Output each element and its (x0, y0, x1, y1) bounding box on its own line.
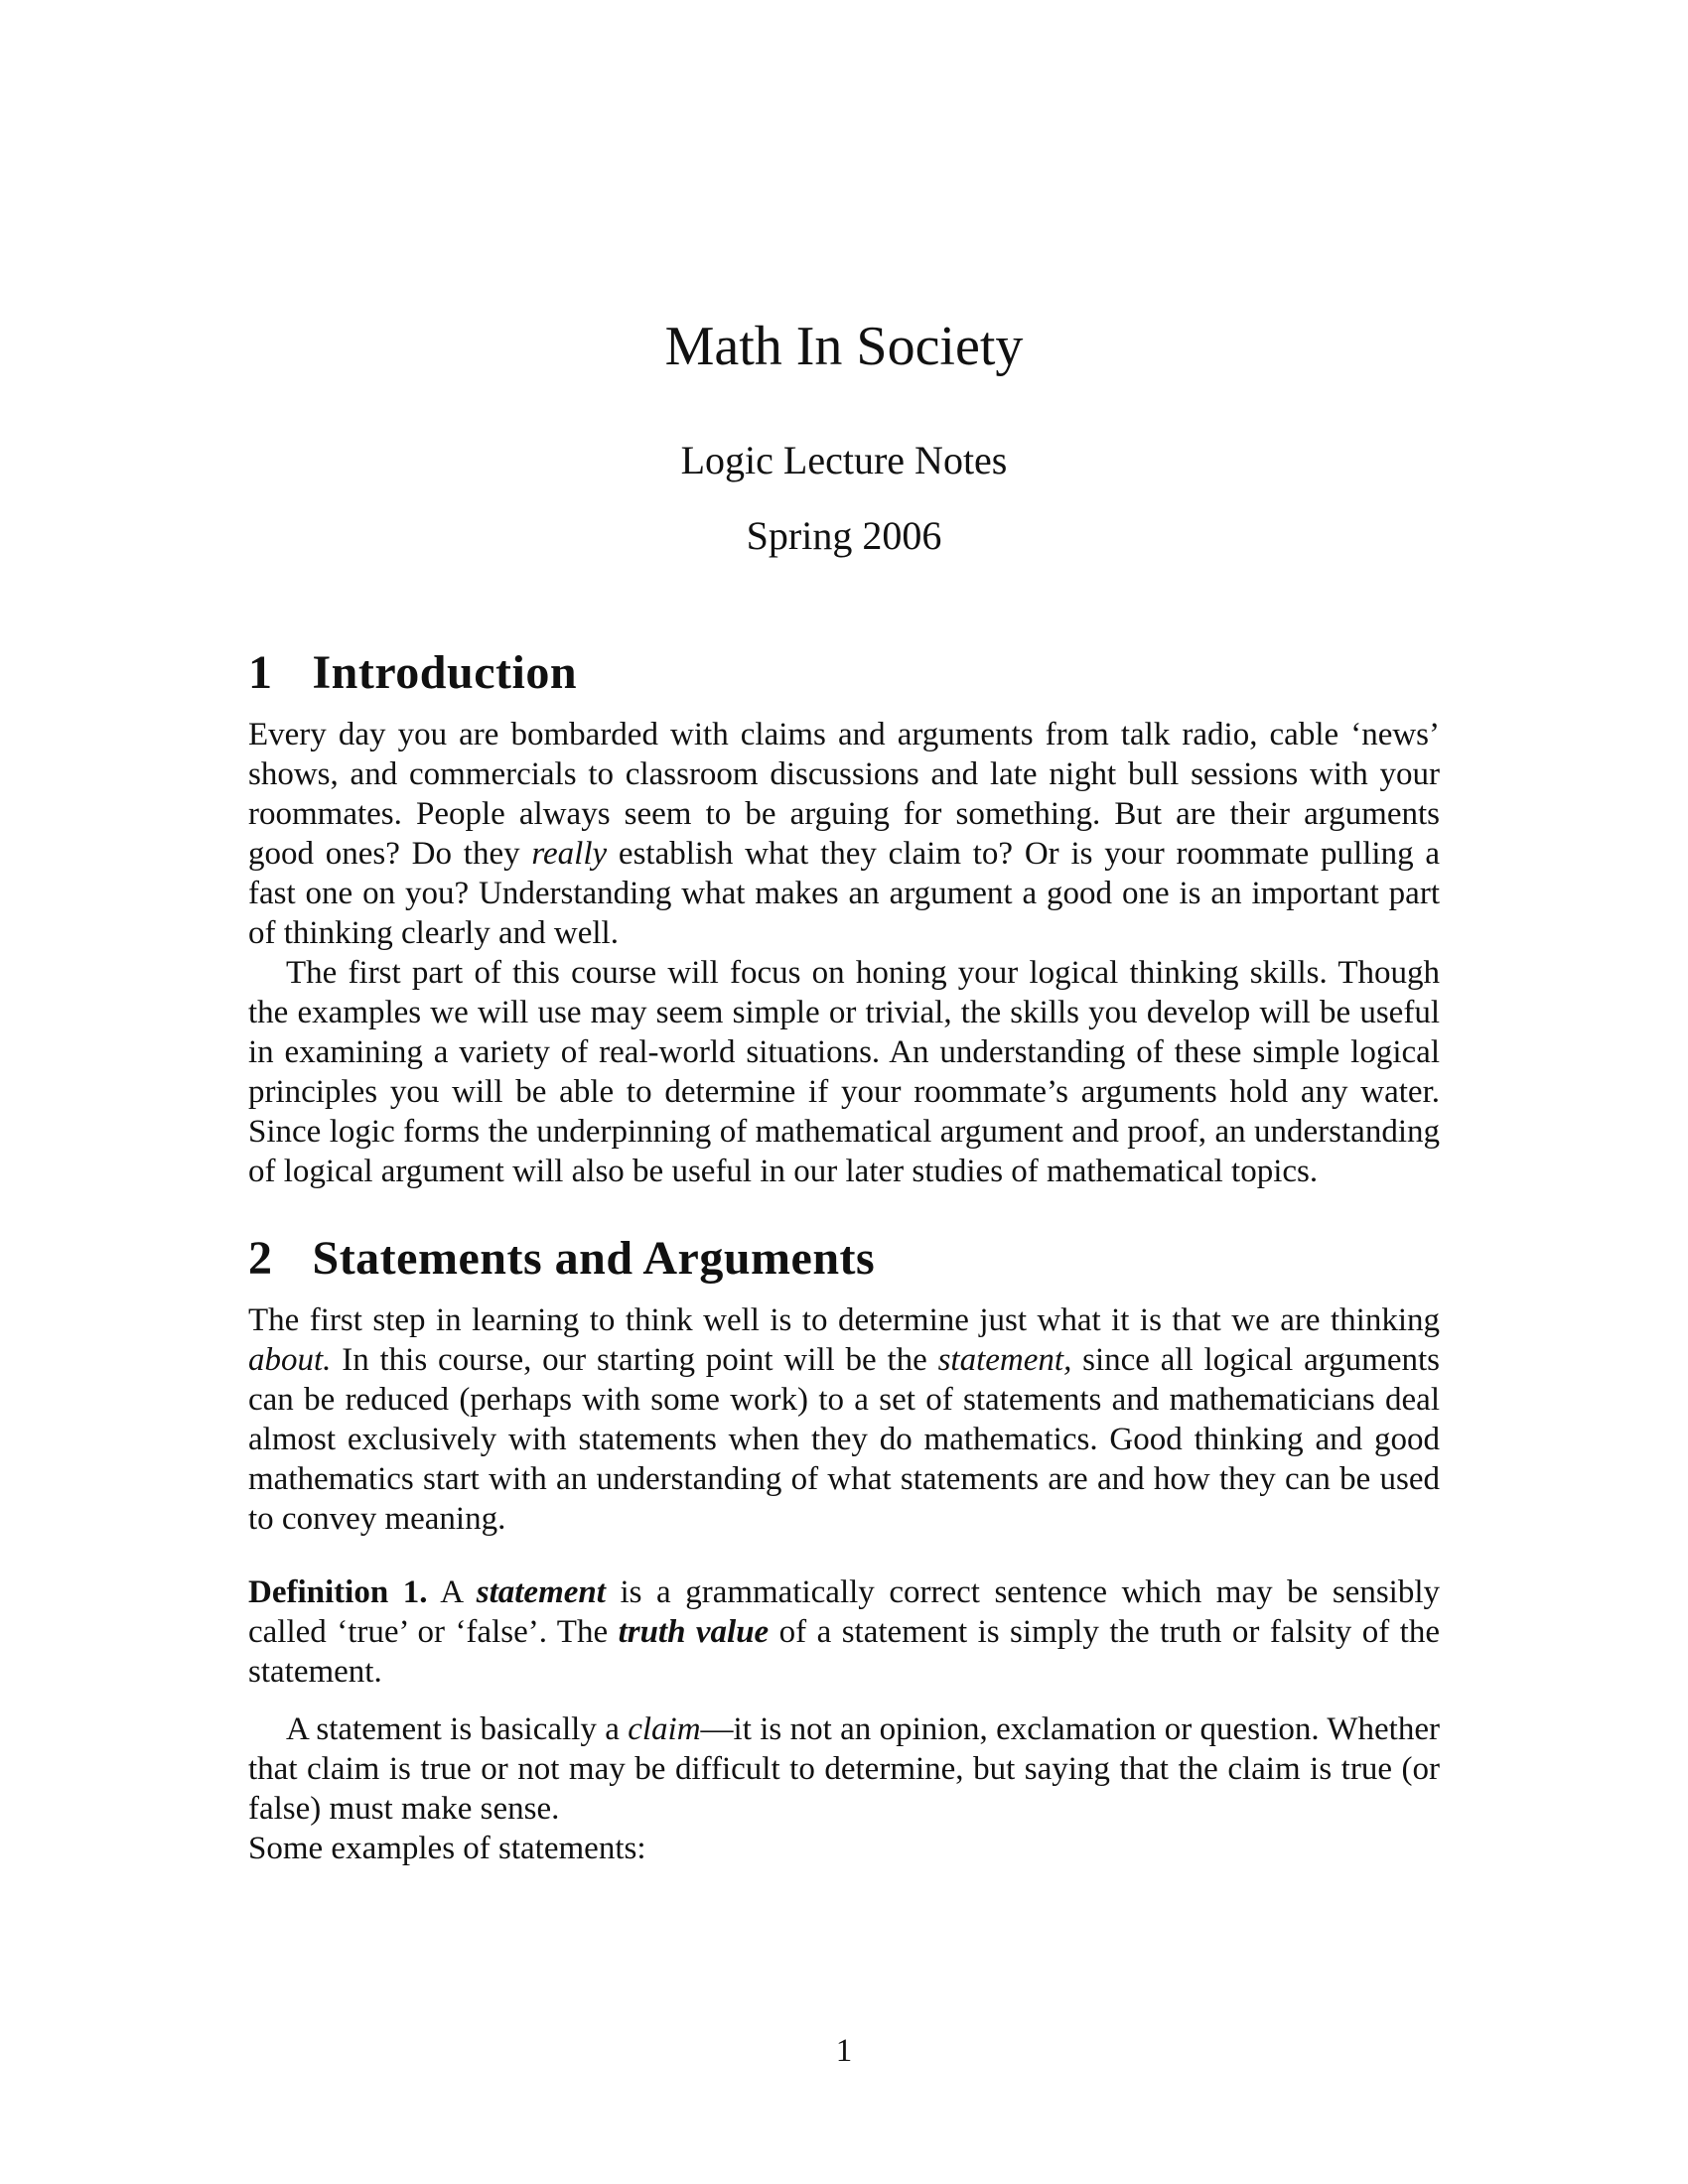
section-title: Statements and Arguments (312, 1232, 876, 1285)
section-statements-and-arguments (248, 1231, 1440, 1868)
section-heading (248, 645, 1440, 701)
document-title: Math In Society (664, 316, 1024, 377)
document-date: Spring 2006 (746, 513, 942, 558)
document-subtitle: Logic Lecture Notes (680, 438, 1008, 482)
title-block (248, 313, 1440, 560)
page-number: 1 (835, 2033, 853, 2069)
section-title: Introduction (312, 646, 578, 699)
section-heading (248, 1231, 1440, 1287)
text-block (248, 0, 1440, 1868)
paragraph: The first step in learning to think well is to determine just what it is that we are thinking about. In this course, our starting point will be the statement, since all logical arguments can be reduced (perhaps with some work) to a set of statements and mathematicians deal almost exclusively with statements when they do mathematics. Good thinking and good mathematics start with an understanding of what statements are and how they can be used to convey meaning. (248, 1302, 1440, 1537)
paragraph: Every day you are bombarded with claims and arguments from talk radio, cable ‘news’ shows, and commercials to classroom discussions and late night bull sessions with your roommates. People always seem to be arguing for something. But are their arguments good ones? Do they really establish what they claim to? Or is your roommate pulling a fast one on you? Understanding what makes an argument a good one is an important part of thinking clearly and well. (248, 717, 1440, 951)
paragraph: The first part of this course will focus on honing your logical thinking skills. Though the examples we will use may seem simple or trivial, the skills you develop will be useful in examining a variety of real-world situations. An understanding of these simple logical principles you will be able to determine if your roommate’s arguments hold any water. Since logic forms the underpinning of mathematical argument and proof, an understanding of logical argument will also be useful in our later studies of mathematical topics. (248, 955, 1440, 1189)
definition-paragraph: Definition 1. A statement is a grammatically correct sentence which may be sensibly called ‘true’ or ‘false’. The truth value of a statement is simply the truth or falsity of the statement. (248, 1574, 1440, 1690)
section-number: 1 (248, 646, 273, 699)
section-introduction (248, 645, 1440, 1191)
paragraph: Some examples of statements: (248, 1831, 646, 1866)
section-number: 2 (248, 1232, 273, 1285)
paragraph: A statement is basically a claim—it is not an opinion, exclamation or question. Whether that claim is true or not may be difficult to determine, but saying that the claim is true (or false) must make sense. (248, 1711, 1440, 1827)
